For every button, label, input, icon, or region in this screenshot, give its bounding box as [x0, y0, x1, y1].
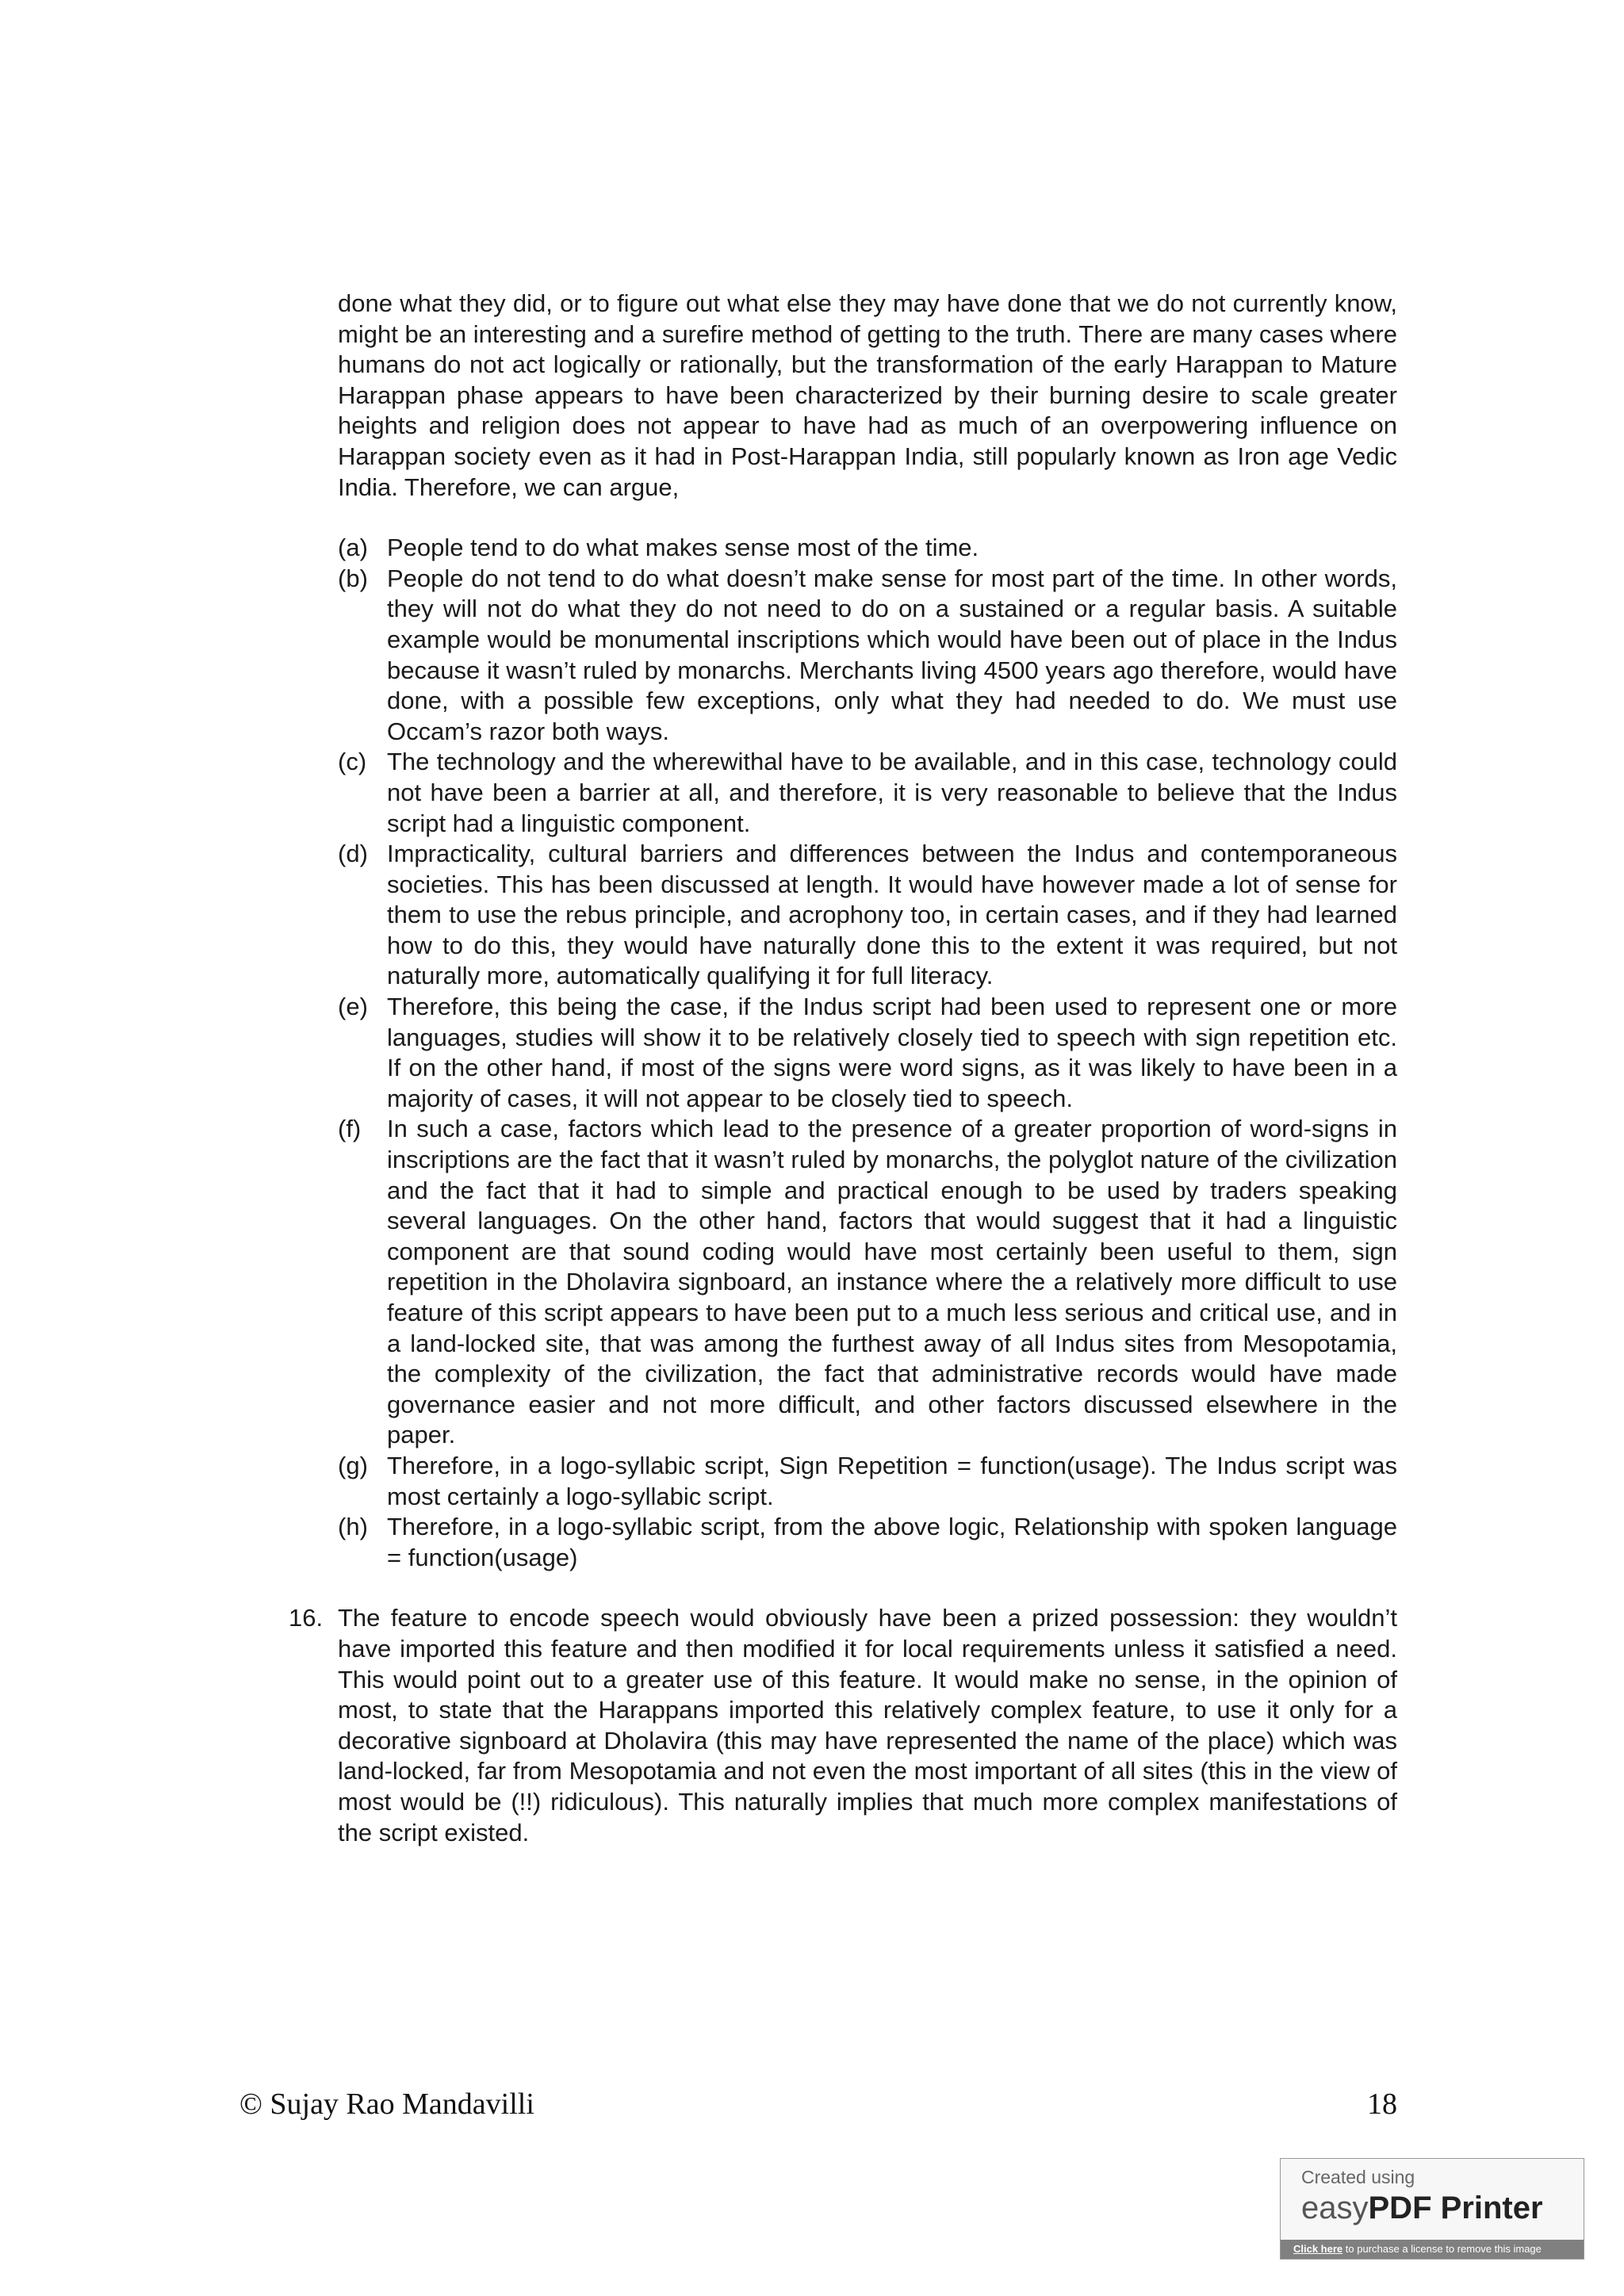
list-item: [338, 1512, 1397, 1573]
item-number: 16.: [289, 1604, 324, 1632]
list-item-text: People do not tend to do what doesn’t make sense for most part of the time. In other words, they will not do what they do not need to do on a sustained or a regular basis. A suitable example would be monumental inscriptions which would have been out of place in the Indus because it wasn’t ruled by monarchs. Merchants living 4500 years ago therefore, would have done, with a possible few exceptions, only what they had needed to do. We must use Occam’s razor both ways.: [387, 564, 1397, 745]
badge-brand: [1301, 2191, 1543, 2226]
list-item: [338, 564, 1397, 748]
list-item: [338, 747, 1397, 839]
footer-copyright: © Sujay Rao Mandavilli: [239, 2087, 534, 2121]
list-marker: (h): [338, 1513, 368, 1541]
list-marker: (a): [338, 534, 368, 562]
badge-license-text: to purchase a license to remove this image: [1342, 2243, 1542, 2255]
badge-created-using: Created using: [1301, 2167, 1415, 2187]
list-item-text: In such a case, factors which lead to the presence of a greater proportion of word-signs in inscriptions are the fact that it wasn’t ruled by monarchs, the polyglot nature of the civilization and the fact that it had to simple and practical enough to be used by traders speaking several languages. On the other hand, factors that would suggest that it had a linguistic component are that sound coding would have most certainly been useful to them, sign repetition in the Dholavira signboard, an instance where the a relatively more difficult to use feature of this script appears to have been put to a much less serious and critical use, and in a land-locked site, that was among the furthest away of all Indus sites from Mesopotamia, the complexity of the civilization, the fact that administrative records would have made governance easier and not more difficult, and other factors discussed elsewhere in the paper.: [387, 1115, 1397, 1449]
intro-paragraph: done what they did, or to figure out what else they may have done that we do not currently know, might be an interesting and a surefire method of getting to the truth. There are many cases where humans do not act logically or rationally, but the transformation of the early Harappan to Mature Harappan phase appears to have been characterized by their burning desire to scale greater heights and religion does not appear to have had as much of an overpowering influence on Harappan society even as it had in Post-Harappan India, still popularly known as Iron age Vedic India. Therefore, we can argue,: [338, 289, 1397, 501]
badge-brand-prefix: easy: [1301, 2191, 1369, 2225]
numbered-item-text: The feature to encode speech would obviously have been a prized possession: they wouldn’t have imported this feature and then modified it for local requirements unless it satisfied a need. This would point out to a greater use of this feature. It would make no sense, in the opinion of most, to state that the Harappans imported this relatively complex feature, to use it only for a decorative signboard at Dholavira (this may have represented the name of the place) which was land-locked, far from Mesopotamia and not even the most important of all sites (this in the view of most would be (!!) ridiculous). This naturally implies that much more complex manifestations of the script existed.: [338, 1604, 1397, 1846]
list-item-text: The technology and the wherewithal have to be available, and in this case, technology could not have been a barrier at all, and therefore, it is very reasonable to believe that the Indus script had a linguistic component.: [387, 748, 1397, 837]
list-item: [338, 1451, 1397, 1512]
list-item: [338, 992, 1397, 1114]
badge-click-here-link[interactable]: Click here: [1293, 2243, 1343, 2255]
argument-list: [338, 533, 1397, 1573]
list-marker: (d): [338, 840, 368, 868]
list-marker: (g): [338, 1451, 368, 1479]
list-item: [338, 839, 1397, 992]
page-number: 18: [1367, 2087, 1397, 2121]
list-marker: (b): [338, 564, 368, 592]
badge-license-strip: [1281, 2240, 1584, 2259]
list-item: [338, 1114, 1397, 1451]
list-item-text: Therefore, in a logo-syllabic script, from the above logic, Relationship with spoken language = function(usage): [387, 1513, 1397, 1571]
list-marker: (e): [338, 993, 368, 1021]
list-item-text: Therefore, in a logo-syllabic script, Sign Repetition = function(usage). The Indus script was most certainly a logo-syllabic script.: [387, 1451, 1397, 1510]
document-body: [289, 289, 1397, 1848]
numbered-item-16: [289, 1603, 1397, 1848]
list-marker: (f): [338, 1115, 362, 1143]
badge-brand-main: PDF Printer: [1368, 2191, 1543, 2225]
list-marker: (c): [338, 748, 367, 776]
list-item: [338, 533, 1397, 564]
list-item-text: People tend to do what makes sense most of the time.: [387, 534, 979, 562]
list-item-text: Impracticality, cultural barriers and differences between the Indus and contemporaneous societies. This has been discussed at length. It would have however made a lot of sense for them to use the rebus principle, and acrophony too, in certain cases, and if they had learned how to do this, they would have naturally done this to the extent it was required, but not naturally more, automatically qualifying it for full literacy.: [387, 840, 1397, 990]
list-item-text: Therefore, this being the case, if the Indus script had been used to represent one or more languages, studies will show it to be relatively closely tied to speech with sign repetition etc. If on the other hand, if most of the signs were word signs, as it was likely to have been in a majority of cases, it will not appear to be closely tied to speech.: [387, 993, 1397, 1112]
easypdf-watermark-badge[interactable]: [1280, 2158, 1584, 2260]
